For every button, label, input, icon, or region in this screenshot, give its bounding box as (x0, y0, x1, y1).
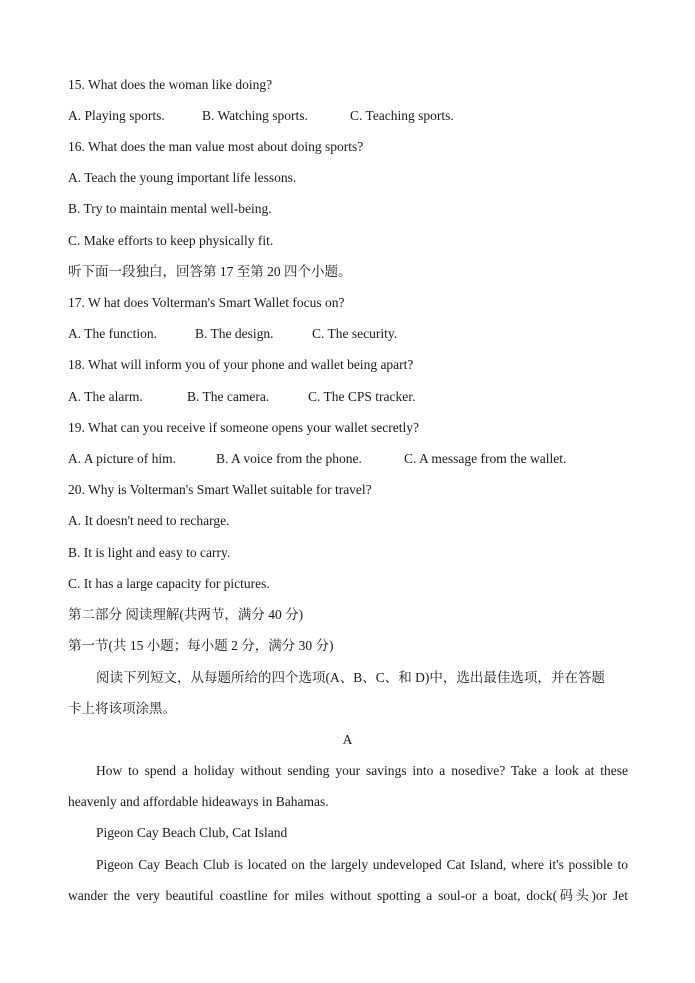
passage-p1-line1: How to spend a holiday without sending your savings into a nosedive? Take a look at these (96, 763, 628, 778)
q19-stem: 19. What can you receive if someone opens your wallet secretly? (68, 420, 419, 435)
reading-instruction-line1: 阅读下列短文，从每题所给的四个选项(A、B、C、和 D)中，选出最佳选项，并在答题 (96, 670, 605, 685)
passage-p2-line1: Pigeon Cay Beach Club is located on the largely undeveloped Cat Island, where it's possible to (96, 857, 628, 872)
q17-option-a: A. The function. (68, 326, 157, 341)
q16-option-b: B. Try to maintain mental well-being. (68, 201, 272, 216)
q19-option-c: C. A message from the wallet. (404, 451, 567, 466)
passage-label: A (342, 732, 353, 747)
q18-option-a: A. The alarm. (68, 389, 143, 404)
part2-title: 第二部分 阅读理解(共两节，满分 40 分) (68, 607, 304, 622)
q19-option-b: B. A voice from the phone. (216, 451, 362, 466)
q19-option-a: A. A picture of him. (68, 451, 176, 466)
q17-option-b: B. The design. (195, 326, 274, 341)
q15-option-b: B. Watching sports. (202, 108, 308, 123)
section1-title: 第一节(共 15 小题；每小题 2 分，满分 30 分) (68, 638, 334, 653)
q15-option-a: A. Playing sports. (68, 108, 165, 123)
q16-option-a: A. Teach the young important life lessons. (68, 170, 297, 185)
q20-option-c: C. It has a large capacity for pictures. (68, 576, 270, 591)
instruction-17-20: 听下面一段独白，回答第 17 至第 20 四个小题。 (68, 264, 352, 279)
q17-option-c: C. The security. (312, 326, 398, 341)
q17-stem: 17. W hat does Volterman's Smart Wallet focus on? (68, 295, 345, 310)
q16-stem: 16. What does the man value most about doing sports? (68, 139, 364, 154)
q20-option-a: A. It doesn't need to recharge. (68, 513, 230, 528)
q18-option-c: C. The CPS tracker. (308, 389, 416, 404)
q15-option-c: C. Teaching sports. (350, 108, 454, 123)
passage-p2-line2: wander the very beautiful coastline for miles without spotting a soul-or a boat, dock(码头)or Jet (68, 888, 628, 903)
q18-stem: 18. What will inform you of your phone and wallet being apart? (68, 357, 414, 372)
q15-stem: 15. What does the woman like doing? (68, 77, 273, 92)
passage-heading: Pigeon Cay Beach Club, Cat Island (96, 825, 288, 840)
reading-instruction-line2: 卡上将该项涂黑。 (68, 701, 176, 716)
q16-option-c: C. Make efforts to keep physically fit. (68, 233, 274, 248)
q20-stem: 20. Why is Volterman's Smart Wallet suitable for travel? (68, 482, 372, 497)
passage-p1-line2: heavenly and affordable hideaways in Bahamas. (68, 794, 329, 809)
q20-option-b: B. It is light and easy to carry. (68, 545, 231, 560)
q18-option-b: B. The camera. (187, 389, 270, 404)
